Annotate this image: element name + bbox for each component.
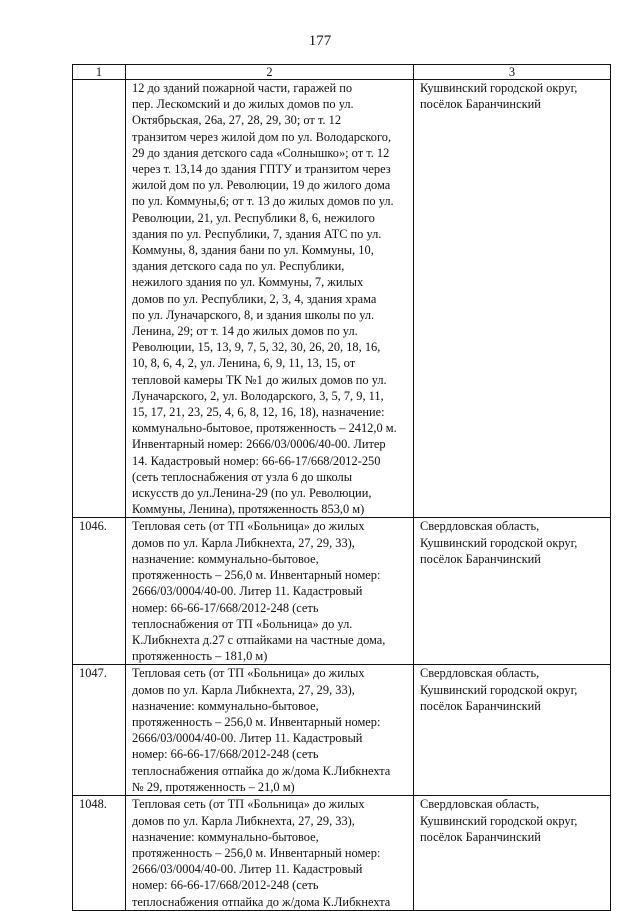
text-line: 29 до здания детского сада «Солнышко»; от т. 12 — [132, 145, 390, 160]
text-line: здания по ул. Республики, 7, здания АТС по ул. — [132, 226, 382, 241]
text-line: протяженность – 256,0 м. Инвентарный номер: — [132, 845, 381, 860]
text-line: Кушвинский городской округ, — [420, 535, 578, 550]
table-row — [73, 665, 611, 796]
row-location — [414, 796, 611, 910]
text-line: № 29, протяженность – 21,0 м) — [132, 779, 295, 794]
row-description — [126, 665, 414, 796]
text-line: назначение: коммунально-бытовое, — [132, 698, 319, 713]
text-line: назначение: коммунально-бытовое, — [132, 829, 319, 844]
text-line: Луначарского, 2, ул. Володарского, 3, 5, 7, 9, 11, — [132, 388, 384, 403]
text-line: Кушвинский городской округ, — [420, 813, 578, 828]
text-line: теплоснабжения отпайка до ж/дома К.Либкнехта — [132, 894, 391, 909]
text-line: домов по ул. Карла Либкнехта, 27, 29, 33), — [132, 682, 355, 697]
text-line: 2666/03/0004/40-00. Литер 11. Кадастровый — [132, 584, 363, 599]
text-line: протяженность – 181,0 м) — [132, 649, 268, 664]
text-line: по ул. Коммуны,6; от т. 13 до жилых домов по ул. — [132, 194, 394, 209]
column-header-description: 2 — [126, 65, 414, 80]
row-number: 1047. — [73, 665, 126, 796]
row-location — [414, 518, 611, 665]
text-line: протяженность – 256,0 м. Инвентарный номер: — [132, 568, 381, 583]
text-line: посёлок Баранчинский — [420, 698, 541, 713]
text-line: 12 до зданий пожарной части, гаражей по — [132, 81, 353, 95]
text-line: транзитом через жилой дом по ул. Володарского, — [132, 129, 392, 144]
text-line: Кушвинский городской округ, — [420, 682, 578, 697]
text-line: тепловой камеры ТК №1 до жилых домов по ул. — [132, 372, 387, 387]
text-line: 2666/03/0004/40-00. Литер 11. Кадастровый — [132, 862, 363, 877]
text-line: домов по ул. Республики, 2, 3, 4, здания храма — [132, 291, 377, 306]
registry-table — [72, 64, 611, 911]
text-line: 14. Кадастровый номер: 66-66-17/668/2012-250 — [132, 453, 381, 468]
text-line: теплоснабжения от ТП «Больница» до ул. — [132, 616, 353, 631]
text-line: Свердловская область, — [420, 797, 540, 812]
text-line: Тепловая сеть (от ТП «Больница» до жилых — [132, 666, 365, 681]
text-line: домов по ул. Карла Либкнехта, 27, 29, 33), — [132, 535, 355, 550]
text-line: посёлок Баранчинский — [420, 829, 541, 844]
text-line: номер: 66-66-17/668/2012-248 (сеть — [132, 747, 319, 762]
text-line: искусств до ул.Ленина-29 (по ул. Революции, — [132, 486, 372, 501]
text-line: 15, 17, 21, 23, 25, 4, 6, 8, 12, 16, 18), назначение: — [132, 405, 385, 420]
row-number — [73, 80, 126, 518]
text-line: Революции, 15, 13, 9, 7, 5, 32, 30, 26, 20, 18, 16, — [132, 340, 381, 355]
text-line: Тепловая сеть (от ТП «Больница» до жилых — [132, 519, 365, 534]
text-line: по ул. Луначарского, 8, и здания школы по ул. — [132, 307, 375, 322]
text-line: протяженность – 256,0 м. Инвентарный номер: — [132, 714, 381, 729]
text-line: Инвентарный номер: 2666/03/0006/40-00. Литер — [132, 437, 386, 452]
text-line: нежилого здания по ул. Коммуны, 7, жилых — [132, 275, 364, 290]
row-description — [126, 518, 414, 665]
text-line: Коммуны, Ленина), протяженность 853,0 м) — [132, 502, 365, 517]
text-line: 2666/03/0004/40-00. Литер 11. Кадастровый — [132, 731, 363, 746]
text-line: 10, 8, 6, 4, 2, ул. Ленина, 6, 9, 11, 13, 15, от — [132, 356, 356, 371]
text-line: назначение: коммунально-бытовое, — [132, 551, 319, 566]
column-header-number: 1 — [73, 65, 126, 80]
text-line: коммунально-бытовое, протяженность – 2412,0 м. — [132, 421, 397, 436]
text-line: жилой дом по ул. Революции, 19 до жилого дома — [132, 178, 391, 193]
page-number: 177 — [308, 33, 332, 49]
text-line: номер: 66-66-17/668/2012-248 (сеть — [132, 600, 319, 615]
row-number: 1046. — [73, 518, 126, 665]
text-line: Революции, 21, ул. Республики 8, 6, нежилого — [132, 210, 375, 225]
table-header-row — [73, 65, 611, 80]
row-description — [126, 80, 414, 518]
text-line: Свердловская область, — [420, 519, 540, 534]
text-line: здания детского сада по ул. Республики, — [132, 259, 345, 274]
table-row — [73, 518, 611, 665]
text-line: Коммуны, 8, здания бани по ул. Коммуны, 10, — [132, 243, 374, 258]
text-line: через т. 13,14 до здания ГПТУ и транзитом через — [132, 162, 391, 177]
text-line: (сеть теплоснабжения от узла 6 до школы — [132, 469, 353, 484]
text-line: Ленина, 29; от т. 14 до жилых домов по ул. — [132, 324, 358, 339]
column-header-location: 3 — [414, 65, 611, 80]
text-line: домов по ул. Карла Либкнехта, 27, 29, 33), — [132, 813, 355, 828]
row-location — [414, 665, 611, 796]
table-row — [73, 80, 611, 518]
table-row — [73, 796, 611, 910]
row-location — [414, 80, 611, 518]
row-description — [126, 796, 414, 910]
text-line: посёлок Баранчинский — [420, 97, 541, 112]
text-line: Кушвинский городской округ, — [420, 81, 578, 95]
text-line: Октябрьская, 26а, 27, 28, 29, 30; от т. 12 — [132, 113, 342, 128]
text-line: Тепловая сеть (от ТП «Больница» до жилых — [132, 797, 365, 812]
text-line: номер: 66-66-17/668/2012-248 (сеть — [132, 878, 319, 893]
row-number: 1048. — [73, 796, 126, 910]
text-line: К.Либкнехта д.27 с отпайками на частные дома, — [132, 632, 386, 647]
text-line: пер. Лескомский и до жилых домов по ул. — [132, 97, 354, 112]
text-line: Свердловская область, — [420, 666, 540, 681]
text-line: посёлок Баранчинский — [420, 551, 541, 566]
text-line: теплоснабжения отпайка до ж/дома К.Либкнехта — [132, 763, 391, 778]
